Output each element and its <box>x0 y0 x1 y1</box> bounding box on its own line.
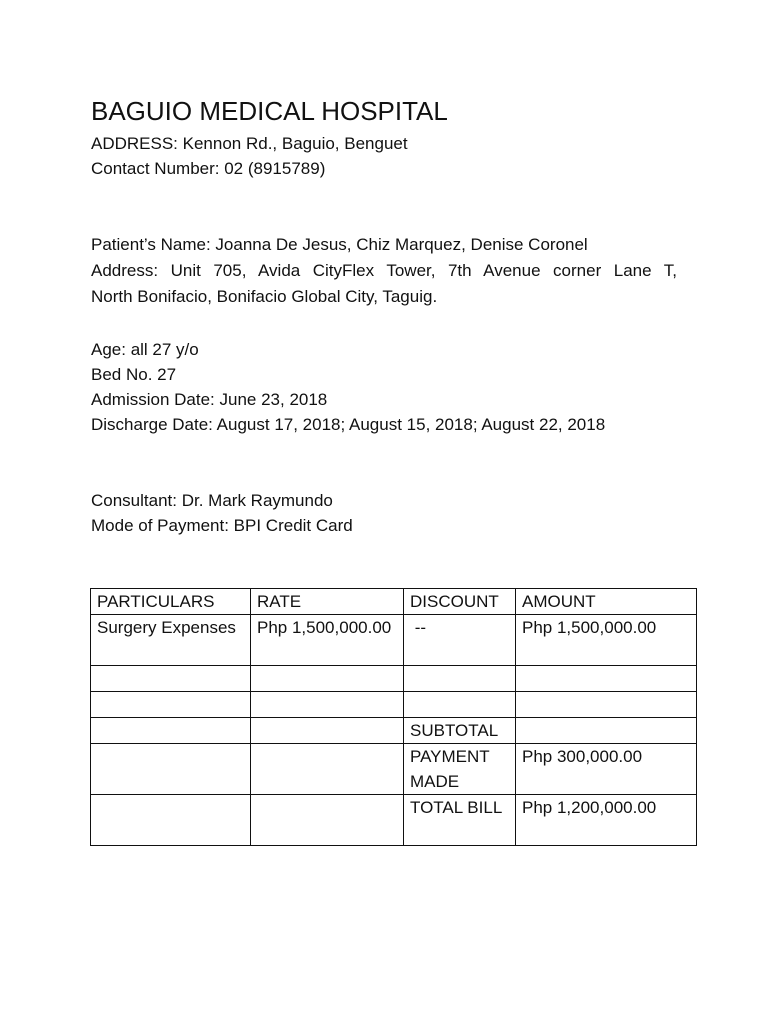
hospital-name: BAGUIO MEDICAL HOSPITAL <box>91 96 448 126</box>
patient-address-line1: Address: Unit 705, Avida CityFlex Tower, 7th Avenue corner Lane T, <box>91 261 677 280</box>
patient-age: Age: all 27 y/o <box>91 340 199 359</box>
discharge-date: Discharge Date: August 17, 2018; August 15, 2018; August 22, 2018 <box>91 415 606 434</box>
table-row <box>91 795 697 846</box>
cell-rate <box>251 744 404 795</box>
cell-particulars <box>91 795 251 846</box>
table-row <box>91 615 697 666</box>
subtotal-label: SUBTOTAL <box>404 718 516 744</box>
table-row <box>91 718 697 744</box>
consultant: Consultant: Dr. Mark Raymundo <box>91 491 333 510</box>
patient-name: Patient’s Name: Joanna De Jesus, Chiz Marquez, Denise Coronel <box>91 235 588 254</box>
cell-particulars <box>91 718 251 744</box>
hospital-contact: Contact Number: 02 (8915789) <box>91 159 326 178</box>
total-bill-amount: Php 1,200,000.00 <box>516 795 697 846</box>
hospital-address: ADDRESS: Kennon Rd., Baguio, Benguet <box>91 134 408 153</box>
cell-particulars <box>91 666 251 692</box>
cell-discount: -- <box>404 615 516 666</box>
cell-amount <box>516 666 697 692</box>
cell-rate <box>251 692 404 718</box>
cell-discount <box>404 666 516 692</box>
cell-rate <box>251 795 404 846</box>
header-amount: AMOUNT <box>516 589 697 615</box>
cell-particulars <box>91 692 251 718</box>
cell-discount <box>404 692 516 718</box>
header-particulars: PARTICULARS <box>91 589 251 615</box>
table-row <box>91 692 697 718</box>
billing-table <box>90 588 697 846</box>
subtotal-amount <box>516 718 697 744</box>
cell-rate <box>251 666 404 692</box>
table-row <box>91 744 697 795</box>
table-row <box>91 666 697 692</box>
cell-particulars: Surgery Expenses <box>91 615 251 666</box>
payment-made-label: PAYMENT MADE <box>404 744 516 795</box>
cell-rate: Php 1,500,000.00 <box>251 615 404 666</box>
payment-made-amount: Php 300,000.00 <box>516 744 697 795</box>
total-bill-label: TOTAL BILL <box>404 795 516 846</box>
admission-date: Admission Date: June 23, 2018 <box>91 390 328 409</box>
cell-particulars <box>91 744 251 795</box>
cell-rate <box>251 718 404 744</box>
table-header-row <box>91 589 697 615</box>
patient-address-line2: North Bonifacio, Bonifacio Global City, Taguig. <box>91 287 438 306</box>
cell-amount: Php 1,500,000.00 <box>516 615 697 666</box>
cell-amount <box>516 692 697 718</box>
bed-number: Bed No. 27 <box>91 365 177 384</box>
header-discount: DISCOUNT <box>404 589 516 615</box>
payment-mode: Mode of Payment: BPI Credit Card <box>91 516 353 535</box>
header-rate: RATE <box>251 589 404 615</box>
